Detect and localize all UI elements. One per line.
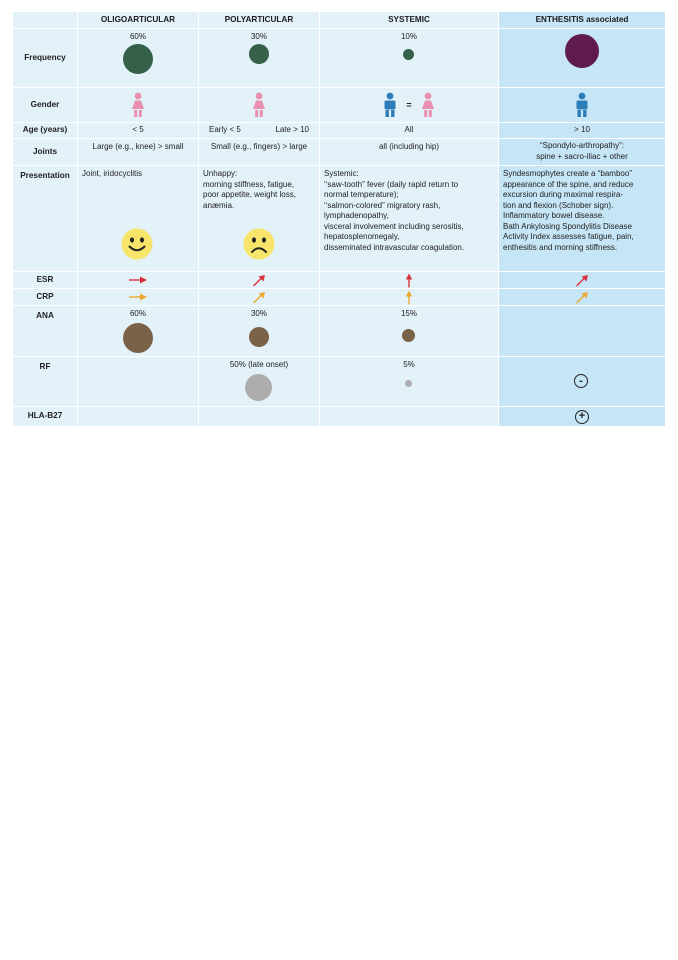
crp-row <box>13 289 665 305</box>
diagonal-up-arrow-icon <box>575 274 589 287</box>
presentation-systemic-line-1: Systemic: <box>324 169 359 178</box>
frequency-dot-poly <box>249 44 269 64</box>
presentation-systemic-line-3: normal temperature); <box>324 190 399 199</box>
frequency-oligo-value: 60% <box>129 32 146 41</box>
age-label: Age (years) <box>13 123 77 138</box>
presentation-poly-line-3: poor appetite, weight loss, <box>203 190 296 199</box>
presentation-enthesitis-line-1: Syndesmophytes create a “bamboo” <box>503 169 632 178</box>
gender-enthesitis-cell <box>499 88 665 122</box>
male-icon <box>575 92 589 118</box>
rf-systemic-cell <box>320 357 498 406</box>
presentation-enthesitis-line-7: Activity Index assesses fatigue, pain, <box>503 232 634 241</box>
rf-systemic-value: 5% <box>403 360 415 369</box>
presentation-poly-line-1: Unhappy: <box>203 169 238 178</box>
diagonal-up-arrow-icon <box>252 291 266 304</box>
frequency-systemic-cell <box>320 29 498 87</box>
frequency-enthesitis-cell <box>499 29 665 87</box>
joints-enthesitis-line2: spine + sacro-iliac + other <box>536 151 628 161</box>
presentation-systemic-line-7: hepatosplenomegaly, <box>324 232 400 241</box>
presentation-oligo-text: Joint, iridocyclitis <box>82 169 143 178</box>
rf-poly-value: 50% (late onset) <box>229 360 289 369</box>
crp-label: CRP <box>13 289 77 305</box>
hla-systemic-cell <box>320 407 498 426</box>
right-arrow-icon <box>128 275 148 285</box>
hla-poly-cell <box>199 407 319 426</box>
frequency-oligo-cell <box>78 29 198 87</box>
presentation-poly-cell <box>199 166 319 271</box>
frequency-poly-value: 30% <box>250 32 267 41</box>
frequency-dot-enthesitis <box>565 34 599 68</box>
male-icon <box>383 92 397 118</box>
frequency-dot-systemic <box>403 49 414 60</box>
female-icon <box>421 92 435 118</box>
presentation-systemic-line-4: ‘‘salmon-colored” migratory rash, <box>324 200 441 210</box>
age-enthesitis: > 10 <box>499 123 665 138</box>
gender-poly-cell <box>199 88 319 122</box>
ana-poly-value: 30% <box>250 309 267 318</box>
rf-row <box>13 357 665 406</box>
rf-enthesitis-cell <box>499 357 665 406</box>
ana-dot-systemic <box>402 329 415 342</box>
up-arrow-icon <box>405 290 413 305</box>
frequency-row <box>13 29 665 87</box>
crp-systemic-cell <box>320 289 498 305</box>
joints-row <box>13 139 665 165</box>
corner-cell <box>13 12 77 28</box>
header-oligoarticular: OLIGOARTICULAR <box>78 12 198 28</box>
happy-face-icon <box>121 228 153 260</box>
gender-oligo-cell <box>78 88 198 122</box>
rf-label: RF <box>13 357 77 406</box>
esr-enthesitis-cell <box>499 272 665 288</box>
esr-oligo-cell <box>78 272 198 288</box>
joints-enthesitis-line1: “Spondylo-arthropathy”: <box>539 141 625 150</box>
gender-equals-sign: = <box>406 99 412 110</box>
frequency-label: Frequency <box>13 29 77 87</box>
ana-poly-cell <box>199 306 319 356</box>
age-poly-early: Early < 5 <box>209 125 241 135</box>
presentation-enthesitis-line-8: enthesitis and morning stiffness. <box>503 242 618 252</box>
hla-b27-row <box>13 407 665 426</box>
age-poly-cell <box>199 123 319 138</box>
presentation-enthesitis-line-6: Bath Ankylosing Spondylitis Disease <box>503 221 632 231</box>
presentation-label: Presentation <box>13 166 77 271</box>
hla-enthesitis-sign: + <box>578 410 586 422</box>
rf-oligo-cell <box>78 357 198 406</box>
hla-oligo-cell <box>78 407 198 426</box>
rf-dot-poly <box>245 374 272 401</box>
negative-circle-icon <box>574 374 588 388</box>
rf-poly-cell <box>199 357 319 406</box>
esr-poly-cell <box>199 272 319 288</box>
joints-poly: Small (e.g., fingers) > large <box>199 139 319 165</box>
esr-systemic-cell <box>320 272 498 288</box>
ana-systemic-cell <box>320 306 498 356</box>
joints-oligo: Large (e.g., knee) > small <box>78 139 198 165</box>
gender-systemic-cell <box>320 88 498 122</box>
ana-oligo-cell <box>78 306 198 356</box>
presentation-enthesitis-line-4: tion and flexion (Schober sign). <box>503 200 614 210</box>
female-icon <box>131 92 145 118</box>
rf-dot-systemic <box>405 380 412 387</box>
right-arrow-icon <box>128 292 148 302</box>
gender-row <box>13 88 665 122</box>
presentation-systemic-cell <box>320 166 498 271</box>
rf-enthesitis-sign: - <box>579 374 583 387</box>
frequency-systemic-value: 10% <box>400 32 417 41</box>
ana-enthesitis-cell <box>499 306 665 356</box>
presentation-systemic-line-2: ‘‘saw-tooth” fever (daily rapid return to <box>324 179 459 189</box>
ana-systemic-value: 15% <box>400 309 417 318</box>
age-row <box>13 123 665 138</box>
ana-row <box>13 306 665 356</box>
presentation-systemic-line-5: lymphadenopathy, <box>324 211 389 220</box>
presentation-enthesitis-line-2: appearance of the spine, and reduce <box>503 179 634 189</box>
presentation-systemic-line-8: disseminated intravascular coagulation. <box>324 242 465 252</box>
joints-label: Joints <box>13 139 77 165</box>
age-oligo: < 5 <box>78 123 198 138</box>
diagonal-up-arrow-icon <box>575 291 589 304</box>
hla-b27-label: HLA-B27 <box>13 407 77 426</box>
header-enthesitis: ENTHESITIS associated <box>499 12 665 28</box>
joints-systemic: all (including hip) <box>320 139 498 165</box>
frequency-poly-cell <box>199 29 319 87</box>
comparison-table <box>13 12 665 422</box>
ana-dot-oligo <box>123 323 153 353</box>
diagonal-up-arrow-icon <box>252 274 266 287</box>
header-row <box>13 12 665 28</box>
presentation-oligo-cell <box>78 166 198 271</box>
crp-oligo-cell <box>78 289 198 305</box>
header-polyarticular: POLYARTICULAR <box>199 12 319 28</box>
presentation-poly-line-4: anæmia. <box>203 200 235 210</box>
frequency-dot-oligo <box>123 44 153 74</box>
up-arrow-icon <box>405 273 413 288</box>
gender-label: Gender <box>13 88 77 122</box>
presentation-row <box>13 166 665 271</box>
presentation-enthesitis-line-5: Inflammatory bowel disease. <box>503 211 605 220</box>
presentation-poly-line-2: morning stiffness, fatigue, <box>203 179 295 189</box>
ana-oligo-value: 60% <box>129 309 146 318</box>
hla-enthesitis-cell <box>499 407 665 426</box>
esr-label: ESR <box>13 272 77 288</box>
esr-row <box>13 272 665 288</box>
presentation-enthesitis-cell <box>499 166 665 271</box>
ana-label: ANA <box>13 306 77 356</box>
crp-enthesitis-cell <box>499 289 665 305</box>
sad-face-icon <box>243 228 275 260</box>
ana-dot-poly <box>249 327 269 347</box>
female-icon <box>252 92 266 118</box>
positive-circle-icon <box>575 410 589 424</box>
joints-enthesitis-cell <box>499 139 665 165</box>
header-systemic: SYSTEMIC <box>320 12 498 28</box>
age-systemic: All <box>320 123 498 138</box>
crp-poly-cell <box>199 289 319 305</box>
presentation-systemic-line-6: visceral involvement including serositis, <box>324 221 464 231</box>
age-poly-late: Late > 10 <box>275 125 309 135</box>
presentation-enthesitis-line-3: excursion during maximal respira- <box>503 190 624 199</box>
